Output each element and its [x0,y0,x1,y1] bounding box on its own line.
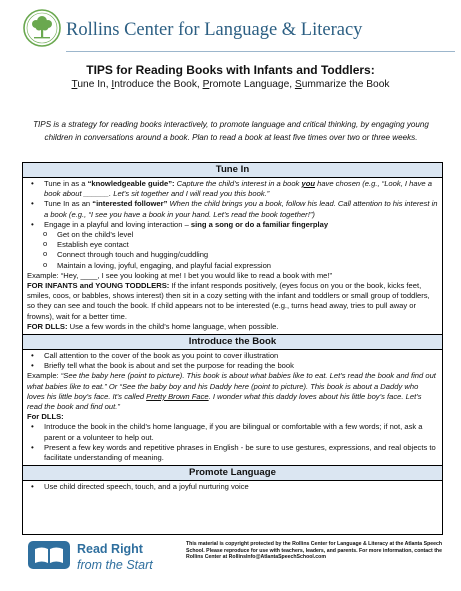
page-title: TIPS for Reading Books with Infants and Toddlers: [86,63,375,77]
list-item: • Use child directed speech, touch, and a joyful nurturing voice [39,482,438,492]
sub-list-item: o Maintain a loving, joyful, engaging, and playful facial expression [53,261,438,271]
infants-paragraph: FOR INFANTS and YOUNG TODDLERS: If the infant responds positively, (eyes focus on you or the book, kicks feet, smiles, coos, or babbles, shows interest) then sit in a cozy setting with the infant and toddlers or small group of toddlers, so they can see and touch the book. If child appears not to be interested (e.g., turns head away, tries to pull away or frowns), wait for a better time. [27,281,430,321]
section-body-tune-in [23,178,442,334]
org-name: Rollins Center for Language & Literacy [66,20,363,40]
logo-text-line-2: from the Start [77,558,153,572]
dlls-label: For DLLS: [27,412,64,422]
list-item: • Present a few key words and repetitive phrases in English - be sure to use gestures, expressions, and real objects to facilitate understanding of meaning. [39,443,438,463]
sub-list-item: o Get on the child’s level [53,230,438,240]
example-text: Example: “Hey, ____, I see you looking at me! I bet you would like to read a book with me!” [27,270,333,280]
section-body-introduce [23,350,442,465]
section-heading-tune-in: Tune In [23,163,442,178]
sub-list-item: o Establish eye contact [53,240,438,250]
section-heading-introduce: Introduce the Book [23,334,442,350]
example-text: Example: “See the baby here (point to picture). This book is about what babies like to eat. Let’s read the book and find out what babies like to eat.” Or “See the baby boy and his Daddy here (point to picture). This book is about a Daddy who loves his little boy’s face. It’s called Pretty Brown Face. I wonder what this daddy loves about his little boy’s face. Let’s read the book and find out.” [27,371,436,412]
list-item: • Call attention to the cover of the book as you point to cover illustration [39,351,438,361]
page-subtitle: Tune In, Introduce the Book, Promote Language, Summarize the Book [71,79,390,90]
intro-paragraph: TIPS is a strategy for reading books interactively, to promote language and critical thinking, by engaging young children in conversations around a book. Plan to read a book at least five times over two or three weeks. [33,120,429,142]
tips-table [22,162,443,535]
sub-list-item: o Connect through touch and hugging/cuddling [53,250,438,260]
section-heading-promote: Promote Language [23,465,442,481]
section-body-promote [23,481,442,494]
open-book-icon [27,540,71,570]
list-item: • Introduce the book in the child’s home language, if you are bilingual or comfortable with a few words; if not, ask a parent or a volunteer to help out. [39,422,438,442]
dlls-paragraph: FOR DLLS: Use a few words in the child’s home language, when possible. [27,321,279,331]
copyright-notice: This material is copyright protected by the Rollins Center for Language & Literacy at the Atlanta Speech School. Please reproduce for use with teachers, leaders, and parents. For more information, contact the Rollins Center at RollinsInfo@AtlantaSpeechSchool.com [186,541,443,561]
header [22,8,442,54]
list-item: • Engage in a playful and loving interaction – sing a song or do a familiar fingerplay [39,220,438,230]
read-right-logo [27,538,187,578]
list-item: • Briefly tell what the book is about and set the purpose for reading the book [39,361,438,371]
header-divider [66,51,455,52]
list-item: • Tune In as an “interested follower” When the child brings you a book, follow his lead. Call attention to his interest in a book (e.g., “I see you have a book in your hand. Let’s read the book together!”) [39,199,438,219]
list-item: • Tune in as a “knowledgeable guide”: Capture the child’s interest in a book you have chosen (e.g., “Look, I have a book about ______. Let’s sit together and I will read you this book.” [39,179,438,199]
tree-logo-icon [22,8,62,48]
logo-text-line-1: Read Right [77,542,143,556]
